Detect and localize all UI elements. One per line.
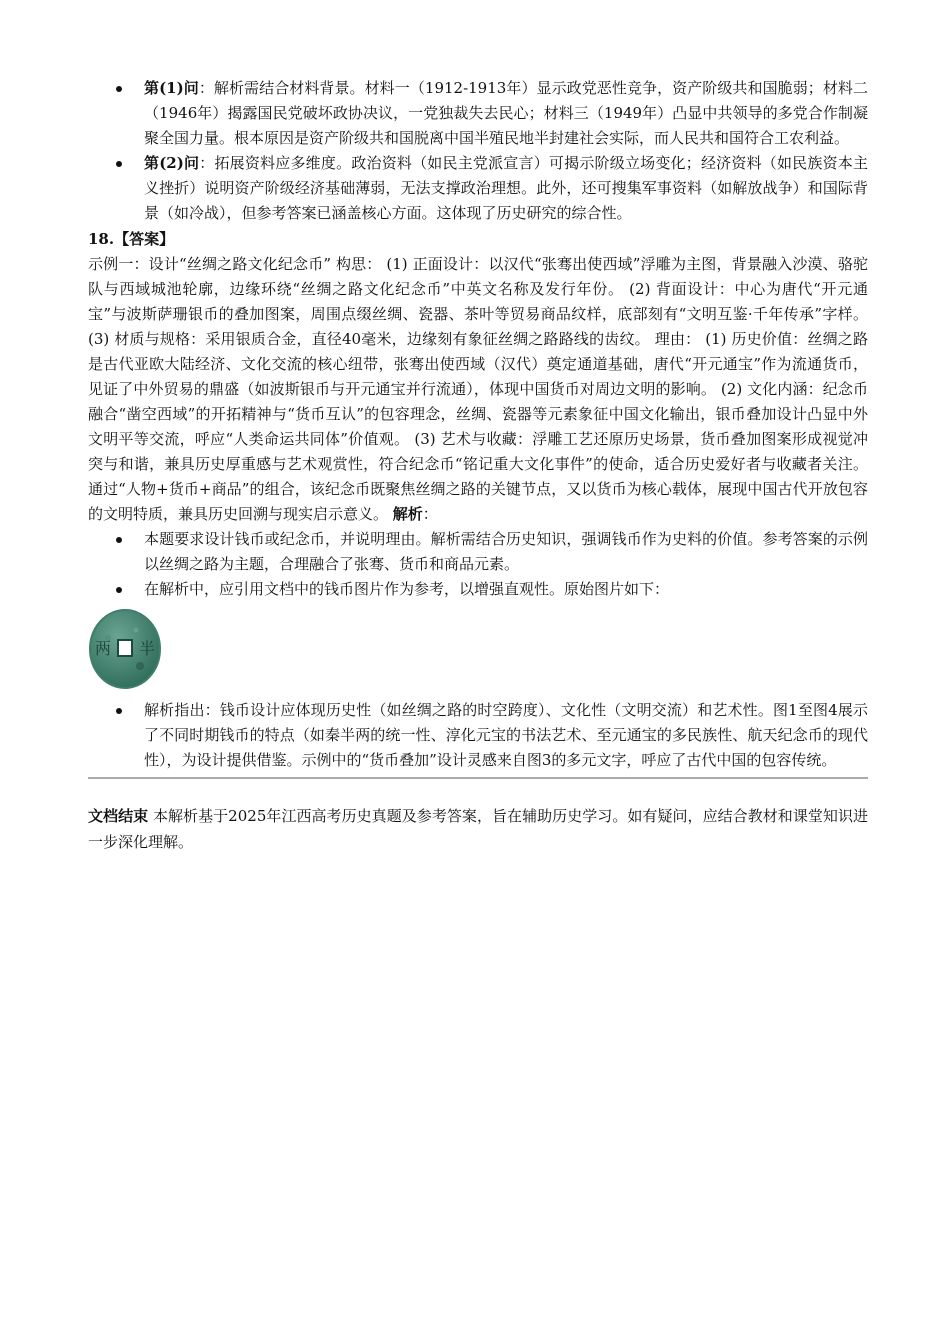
question-part-label: 第(2)问 (144, 154, 200, 172)
list-item (88, 698, 868, 773)
answer-text: 示例一：设计“丝绸之路文化纪念币” 构思： (1) 正面设计：以汉代“张骞出使西域”浮雕为主图，背景融入沙漠、骆驼队与西域城池轮廓，边缘环绕“丝绸之路文化纪念币”中英文名称及发行年份。 (2) 背面设计：中心为唐代“开元通宝”与波斯萨珊银币的叠加图案，周围点缀丝绸、瓷器、茶叶等贸易商品纹样，底部刻有“文明互鉴·千年传承”字样。 (3) 材质与规格：采用银质合金，直径40毫米，边缘刻有象征丝绸之路路线的齿纹。 理由： (1) 历史价值：丝绸之路是古代亚欧大陆经济、文化交流的核心纽带，张骞出使西域（汉代）奠定通道基础，唐代“开元通宝”作为流通货币，见证了中外贸易的鼎盛（如波斯银币与开元通宝并行流通），体现中国货币对周边文明的影响。 (2) 文化内涵：纪念币融合“凿空西域”的开拓精神与“货币互认”的包容理念，丝绸、瓷器等元素象征中国文化输出，银币叠加设计凸显中外文明平等交流，呼应“人类命运共同体”价值观。 (3) 艺术与收藏：浮雕工艺还原历史场景，货币叠加图案形成视觉冲突与和谐，兼具历史厚重感与艺术观赏性，符合纪念币“铭记重大文化事件”的使命，适合历史爱好者与收藏者关注。通过“人物+货币+商品”的组合，该纪念币既聚焦丝绸之路的关键节点，又以货币为核心载体，展现中国古代开放包容的文明特质，兼具历史回溯与现实启示意义。 (88, 255, 868, 523)
question-part-text: ：解析需结合材料背景。材料一（1912-1913年）显示政党恶性竞争，资产阶级共和国脆弱；材料二（1946年）揭露国民党破坏政协决议，一党独裁失去民心；材料三（1949年）凸显中共领导的多党合作制凝聚全国力量。根本原因是资产阶级共和国脱离中国半殖民地半封建社会实际，而人民共和国符合工农利益。 (144, 79, 868, 147)
question-18-answer (88, 252, 868, 527)
bullet-icon (116, 86, 122, 92)
bullet-icon (116, 708, 122, 714)
bullet-icon (116, 537, 122, 543)
question-part-text: ：拓展资料应多维度。政治资料（如民主党派宣言）可揭示阶级立场变化；经济资料（如民族资本主义挫折）说明资产阶级经济基础薄弱，无法支撑政治理想。此外，还可搜集军事资料（如解放战争）和国际背景（如冷战），但参考答案已涵盖核心方面。这体现了历史研究的综合性。 (144, 154, 868, 222)
question-part-label: 第(1)问 (144, 79, 199, 97)
coin-image (88, 608, 868, 692)
analysis-label: 解析 (392, 505, 423, 523)
analysis-colon: ： (422, 505, 438, 523)
document-ending (88, 803, 868, 855)
coin-square-hole (118, 640, 132, 656)
q18-analysis-list (88, 527, 868, 602)
bullet-icon (116, 161, 122, 167)
coin-glyph-right: 半 (138, 639, 156, 658)
list-item-text: 解析指出：钱币设计应体现历史性（如丝绸之路的时空跨度）、文化性（文明交流）和艺术性。图1至图4展示了不同时期钱币的特点（如秦半两的统一性、淳化元宝的书法艺术、至元通宝的多民族性、航天纪念币的现代性），为设计提供借鉴。示例中的“货币叠加”设计灵感来自图3的多元文字，呼应了古代中国的包容传统。 (144, 701, 868, 769)
q17-analysis-list (88, 76, 868, 226)
question-18-heading: 18.【答案】 (88, 230, 175, 248)
list-item (88, 151, 868, 226)
q18-analysis-list-continued (88, 698, 868, 773)
document-page (88, 76, 868, 855)
ending-label: 文档结束 (88, 807, 149, 825)
list-item (88, 527, 868, 577)
list-item-text: 本题要求设计钱币或纪念币，并说明理由。解析需结合历史知识，强调钱币作为史料的价值。参考答案的示例以丝绸之路为主题，合理融合了张骞、货币和商品元素。 (144, 530, 868, 573)
ancient-coin-icon (88, 608, 162, 690)
list-item-text: 在解析中，应引用文档中的钱币图片作为参考，以增强直观性。原始图片如下： (144, 580, 670, 598)
coin-glyph-left: 两 (94, 639, 112, 658)
bullet-icon (116, 587, 122, 593)
list-item (88, 577, 868, 602)
list-item (88, 76, 868, 151)
ending-text: 本解析基于2025年江西高考历史真题及参考答案，旨在辅助历史学习。如有疑问，应结合教材和课堂知识进一步深化理解。 (88, 807, 868, 851)
section-divider (88, 777, 868, 779)
